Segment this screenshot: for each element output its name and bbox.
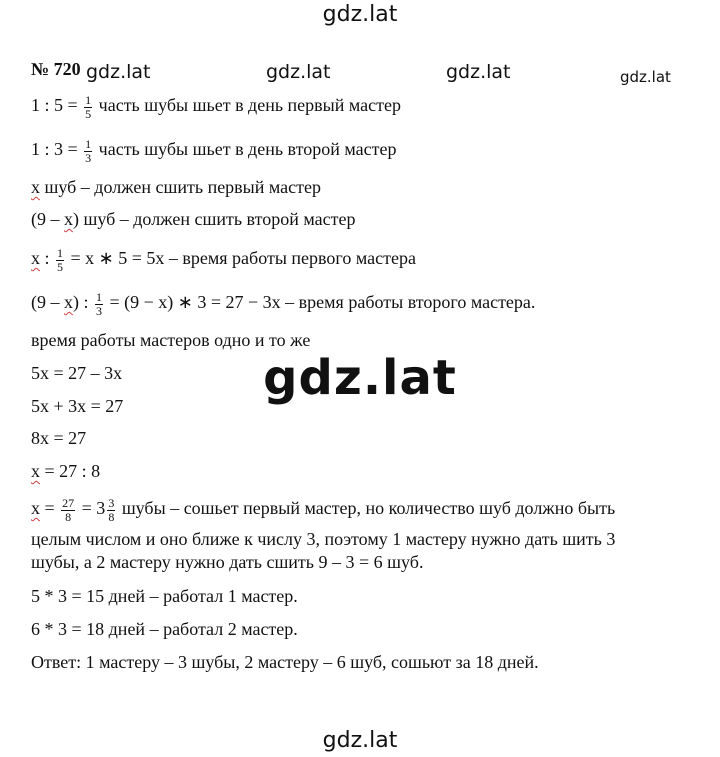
solution-line-16: 6 * 3 = 18 дней – работал 2 мастер. bbox=[31, 619, 298, 639]
answer-line: Ответ: 1 мастеру – 3 шубы, 2 мастеру – 6 шуб, сошьют за 18 дней. bbox=[31, 652, 539, 672]
watermark-center: gdz.lat bbox=[263, 350, 457, 406]
watermark-top: gdz.lat bbox=[322, 2, 398, 27]
solution-line-11: х = 27 : 8 bbox=[31, 461, 101, 481]
solution-line-2: 1 : 3 = $\frac{1}{3}$ часть шубы шьет в день второй мастер bbox=[31, 137, 397, 165]
watermark-row-1: gdz.lat bbox=[86, 61, 151, 83]
solution-line-1: 1 : 5 = $\frac{1}{5}$ часть шубы шьет в день первый мастер bbox=[31, 93, 401, 121]
fraction: $\frac{1}{5}$ bbox=[57, 246, 64, 274]
solution-line-7: время работы мастеров одно и то же bbox=[31, 330, 311, 350]
solution-line-10: 8x = 27 bbox=[31, 428, 87, 448]
fraction: $\frac{3}{8}$ bbox=[108, 496, 115, 524]
solution-line-13: целым числом и оно ближе к числу 3, поэтому 1 мастеру нужно дать шить 3 bbox=[31, 529, 616, 549]
problem-number: № 720 bbox=[31, 59, 81, 79]
watermark-row-4: gdz.lat bbox=[620, 68, 671, 86]
fraction: $\frac{1}{3}$ bbox=[85, 137, 92, 165]
solution-line-14: шубы, а 2 мастеру нужно дать сшить 9 – 3 = 6 шуб. bbox=[31, 552, 424, 572]
solution-line-3: х шуб – должен сшить первый мастер bbox=[31, 177, 322, 197]
fraction: $\frac{1}{5}$ bbox=[85, 93, 92, 121]
solution-line-8: 5x = 27 – 3x bbox=[31, 363, 123, 383]
fraction: $\frac{1}{3}$ bbox=[96, 290, 102, 318]
solution-line-6: (9 – х) : $\frac{1}{3}$ = (9 − x) ∗ 3 = 27 − 3x – время работы второго мастера. bbox=[31, 290, 536, 318]
solution-line-12: х = $\frac{27}{8}$ = 3 $\frac{3}{8}$ шубы – сошьет первый мастер, но количество шуб должно быть bbox=[31, 496, 616, 524]
solution-line-9: 5x + 3x = 27 bbox=[31, 396, 124, 416]
watermark-bottom: gdz.lat bbox=[322, 728, 398, 753]
fraction: $\frac{27}{8}$ bbox=[62, 496, 75, 524]
watermark-row-3: gdz.lat bbox=[446, 61, 511, 83]
solution-line-15: 5 * 3 = 15 дней – работал 1 мастер. bbox=[31, 586, 298, 606]
solution-line-4: (9 – х) шуб – должен сшить второй мастер bbox=[31, 209, 356, 229]
solution-line-5: х : $\frac{1}{5}$ = x ∗ 5 = 5x – время работы первого мастера bbox=[31, 246, 416, 274]
watermark-row-2: gdz.lat bbox=[266, 61, 331, 83]
